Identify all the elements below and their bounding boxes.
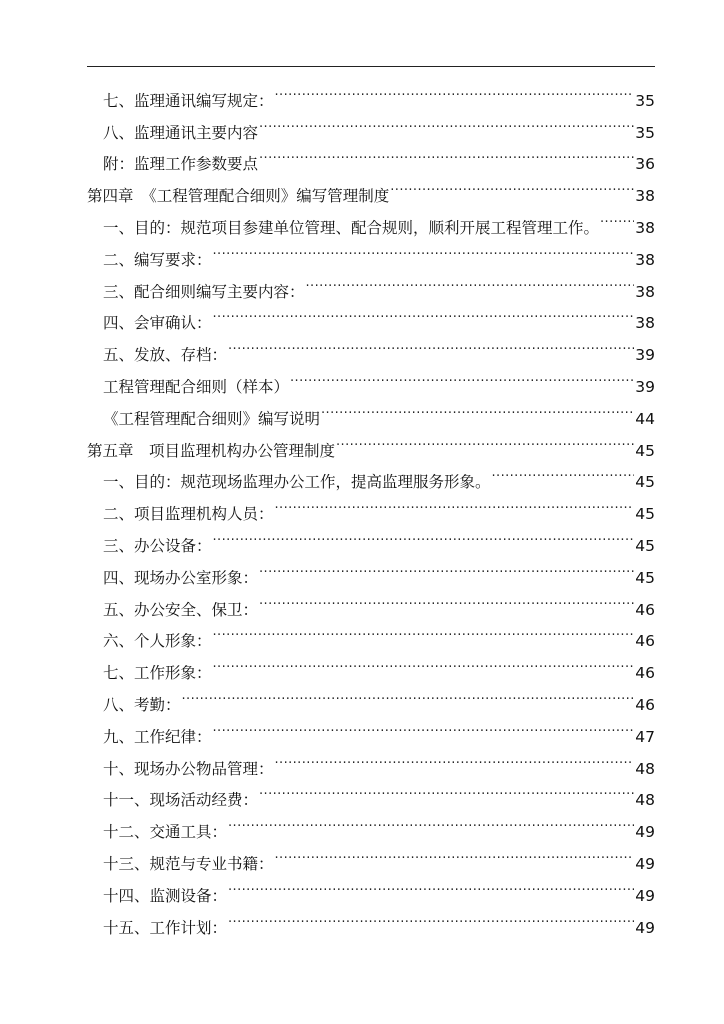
toc-entry-title: 一、目的：规范项目参建单位管理、配合规则，顺利开展工程管理工作。 (103, 218, 600, 237)
toc-page-number: 39 (635, 346, 655, 365)
toc-dot-leader (492, 456, 635, 488)
toc-page-number: 38 (635, 218, 655, 237)
toc-entry-title: 三、办公设备： (103, 536, 212, 555)
toc-entry-title: 一、目的：规范现场监理办公工作，提高监理服务形象。 (103, 473, 491, 492)
toc-page-number: 38 (635, 282, 655, 301)
toc-dot-leader (275, 837, 635, 869)
toc-dot-leader (259, 138, 634, 170)
toc-page-number: 35 (635, 123, 655, 142)
toc-dot-leader (228, 328, 634, 360)
toc-page-number: 48 (635, 759, 655, 778)
toc-dot-leader (213, 615, 635, 647)
toc-dot-leader (390, 169, 634, 201)
toc-entry-title: 五、发放、存档： (103, 346, 228, 365)
toc-page-number: 46 (635, 632, 655, 651)
toc-dot-leader (228, 901, 634, 933)
toc-page-number: 36 (635, 155, 655, 174)
toc-page-number: 46 (635, 600, 655, 619)
toc-page-number: 47 (635, 727, 655, 746)
toc-page-number: 45 (635, 536, 655, 555)
toc-entry-title: 四、会审确认： (103, 314, 212, 333)
toc-dot-leader (213, 646, 635, 678)
toc-entry-title: 二、编写要求： (103, 250, 212, 269)
toc-page-number: 49 (635, 823, 655, 842)
toc-dot-leader (182, 678, 635, 710)
table-of-contents (87, 74, 655, 937)
toc-page-number: 39 (635, 377, 655, 396)
toc-dot-leader (213, 297, 635, 329)
toc-page-number: 38 (635, 314, 655, 333)
toc-page-number: 46 (635, 695, 655, 714)
toc-dot-leader (213, 233, 635, 265)
toc-dot-leader (306, 265, 635, 297)
toc-entry-title: 《工程管理配合细则》编写说明 (103, 409, 321, 428)
toc-page-number: 45 (635, 505, 655, 524)
toc-page-number: 45 (635, 441, 655, 460)
toc-dot-leader (275, 742, 635, 774)
toc-entry-title: 二、项目监理机构人员： (103, 505, 274, 524)
toc-entry-title: 七、监理通讯编写规定： (103, 91, 274, 110)
toc-page-number: 38 (635, 250, 655, 269)
toc-entry-title: 第五章 项目监理机构办公管理制度 (87, 441, 336, 460)
toc-page-number: 49 (635, 918, 655, 937)
toc-dot-leader (321, 392, 634, 424)
toc-entry-title: 三、配合细则编写主要内容： (103, 282, 305, 301)
toc-page-number: 35 (635, 91, 655, 110)
toc-dot-leader (228, 869, 634, 901)
toc-page-number: 49 (635, 886, 655, 905)
toc-dot-leader (228, 805, 634, 837)
toc-entry-title: 十三、规范与专业书籍： (103, 854, 274, 873)
toc-page-number: 45 (635, 568, 655, 587)
toc-page-number: 38 (635, 187, 655, 206)
toc-entry-title: 十五、工作计划： (103, 918, 228, 937)
toc-entry-title: 十四、监测设备： (103, 886, 228, 905)
toc-entry-title: 八、监理通讯主要内容 (103, 123, 259, 142)
toc-dot-leader (600, 201, 634, 233)
toc-entry-title: 四、现场办公室形象： (103, 568, 259, 587)
toc-entry-title: 第四章 《工程管理配合细则》编写管理制度 (87, 187, 390, 206)
header-rule (87, 66, 655, 67)
toc-page-number: 46 (635, 664, 655, 683)
toc-entry-title: 七、工作形象： (103, 664, 212, 683)
toc-dot-leader (290, 360, 634, 392)
toc-page-number: 49 (635, 854, 655, 873)
toc-entry-title: 工程管理配合细则（样本） (103, 377, 290, 396)
toc-dot-leader (259, 583, 634, 615)
toc-dot-leader (259, 106, 634, 138)
toc-entry-title: 附：监理工作参数要点 (103, 155, 259, 174)
toc-entry[interactable] (87, 74, 655, 110)
toc-page-number: 44 (635, 409, 655, 428)
toc-entry-title: 十、现场办公物品管理： (103, 759, 274, 778)
toc-page-number: 48 (635, 791, 655, 810)
toc-dot-leader (259, 774, 634, 806)
toc-entry-title: 九、工作纪律： (103, 727, 212, 746)
toc-dot-leader (213, 710, 635, 742)
toc-dot-leader (336, 424, 634, 456)
toc-entry-title: 五、办公安全、保卫： (103, 600, 259, 619)
toc-entry-title: 六、个人形象： (103, 632, 212, 651)
toc-page-number: 45 (635, 473, 655, 492)
toc-entry-title: 十二、交通工具： (103, 823, 228, 842)
toc-dot-leader (275, 487, 635, 519)
toc-entry-title: 八、考勤： (103, 695, 181, 714)
toc-dot-leader (213, 519, 635, 551)
toc-dot-leader (275, 74, 635, 106)
toc-dot-leader (259, 551, 634, 583)
toc-entry-title: 十一、现场活动经费： (103, 791, 259, 810)
